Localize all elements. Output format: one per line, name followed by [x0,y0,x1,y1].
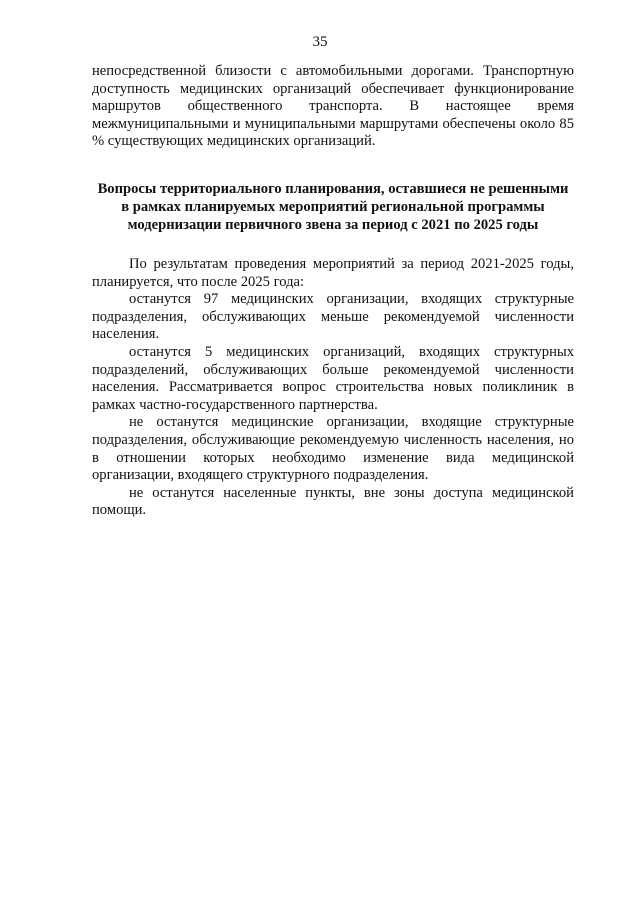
paragraph-item-underserved: останутся 97 медицинских организации, входящих структурные подразделения, обслуживающих меньше рекомендуемой численности населения. [92,291,574,343]
page-content [92,63,574,520]
paragraph-results-intro: По результатам проведения мероприятий за период 2021-2025 годы, планируется, что после 2025 года: [92,255,574,290]
intro-paragraph: непосредственной близости с автомобильными дорогами. Транспортную доступность медицинских организаций обеспечивает функционирование маршрутов общественного транспорта. В настоящее время межмуниципальными и муниципальными маршрутами обеспечены около 85 % существующих медицинских организаций. [92,63,574,150]
page-number: 35 [312,34,328,50]
paragraph-item-overloaded: останутся 5 медицинских организаций, входящих структурных подразделений, обслуживающих больше рекомендуемой численности населения. Рассматривается вопрос строительства новых поликлиник в рамках частно-государственного партнерства. [92,343,574,413]
paragraph-item-coverage: не останутся населенные пункты, вне зоны доступа медицинской помощи. [92,484,574,519]
paragraph-item-type-change: не останутся медицинские организации, входящие структурные подразделения, обслуживающие рекомендуемую численность населения, но в отношении которых необходимо изменение вида медицинской организации, входящего структурного подразделения. [92,414,574,484]
section-heading: Вопросы территориального планирования, оставшиеся не решенными в рамках планируемых мероприятий региональной программы модернизации первичного звена за период с 2021 по 2025 годы [97,180,569,233]
